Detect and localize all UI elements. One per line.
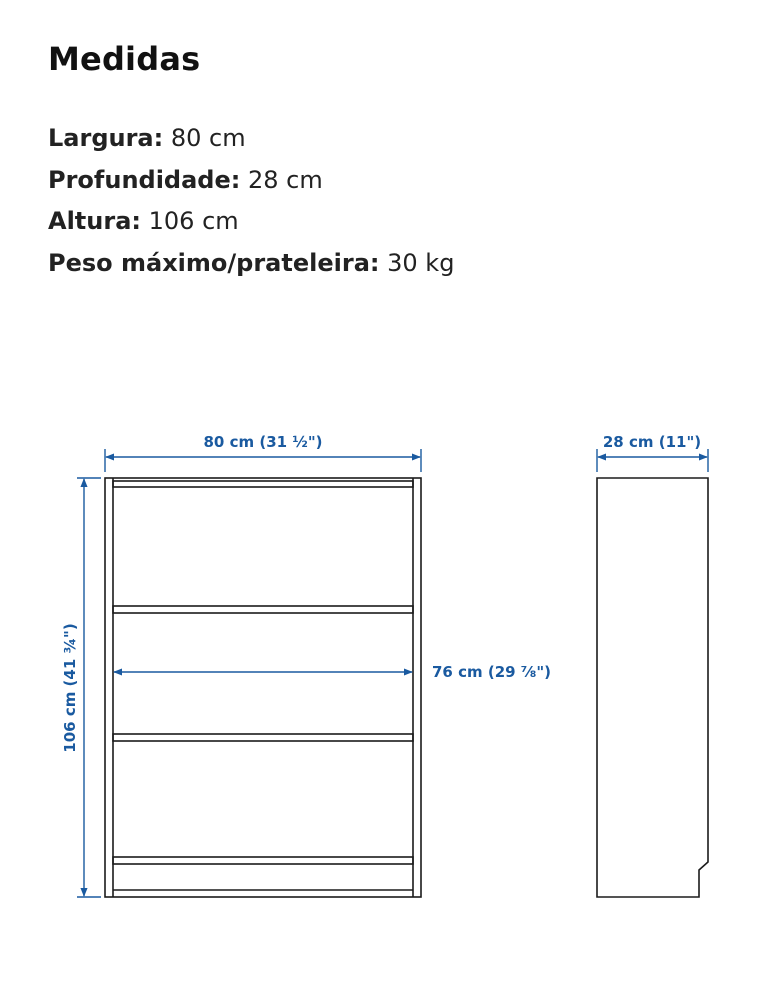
bookcase-outer-frame xyxy=(105,478,421,897)
top-panel xyxy=(113,481,413,487)
page-title: Medidas xyxy=(48,40,201,78)
side-profile-outline xyxy=(597,478,708,897)
spec-depth xyxy=(48,160,454,202)
spec-height-value: 106 cm xyxy=(148,207,239,235)
bookcase-front-view xyxy=(105,478,421,897)
spec-height xyxy=(48,201,454,243)
bookcase-dimension-drawing xyxy=(0,400,770,940)
depth-dimension-label: 28 cm (11") xyxy=(602,433,702,451)
spec-max-load-label: Peso máximo/prateleira: xyxy=(48,248,380,277)
spec-width xyxy=(48,118,454,160)
bookcase-side-view xyxy=(597,478,708,897)
shelf-2 xyxy=(113,734,413,741)
measurements-list xyxy=(48,118,454,284)
spec-width-value: 80 cm xyxy=(170,124,246,152)
inner-width-dimension-label: 76 cm (29 ⅞") xyxy=(432,663,551,681)
spec-width-label: Largura: xyxy=(48,124,164,152)
dimension-lines xyxy=(77,449,708,897)
spec-height-label: Altura: xyxy=(48,207,141,235)
width-dimension-label: 80 cm (31 ½") xyxy=(203,433,323,451)
shelf-1 xyxy=(113,606,413,613)
spec-depth-value: 28 cm xyxy=(248,165,323,194)
spec-depth-label: Profundidade: xyxy=(48,165,241,194)
height-dimension-label: 106 cm (41 ¾") xyxy=(61,623,79,753)
bottom-shelf xyxy=(113,857,413,864)
spec-max-load-value: 30 kg xyxy=(387,248,455,277)
spec-max-load xyxy=(48,243,454,285)
